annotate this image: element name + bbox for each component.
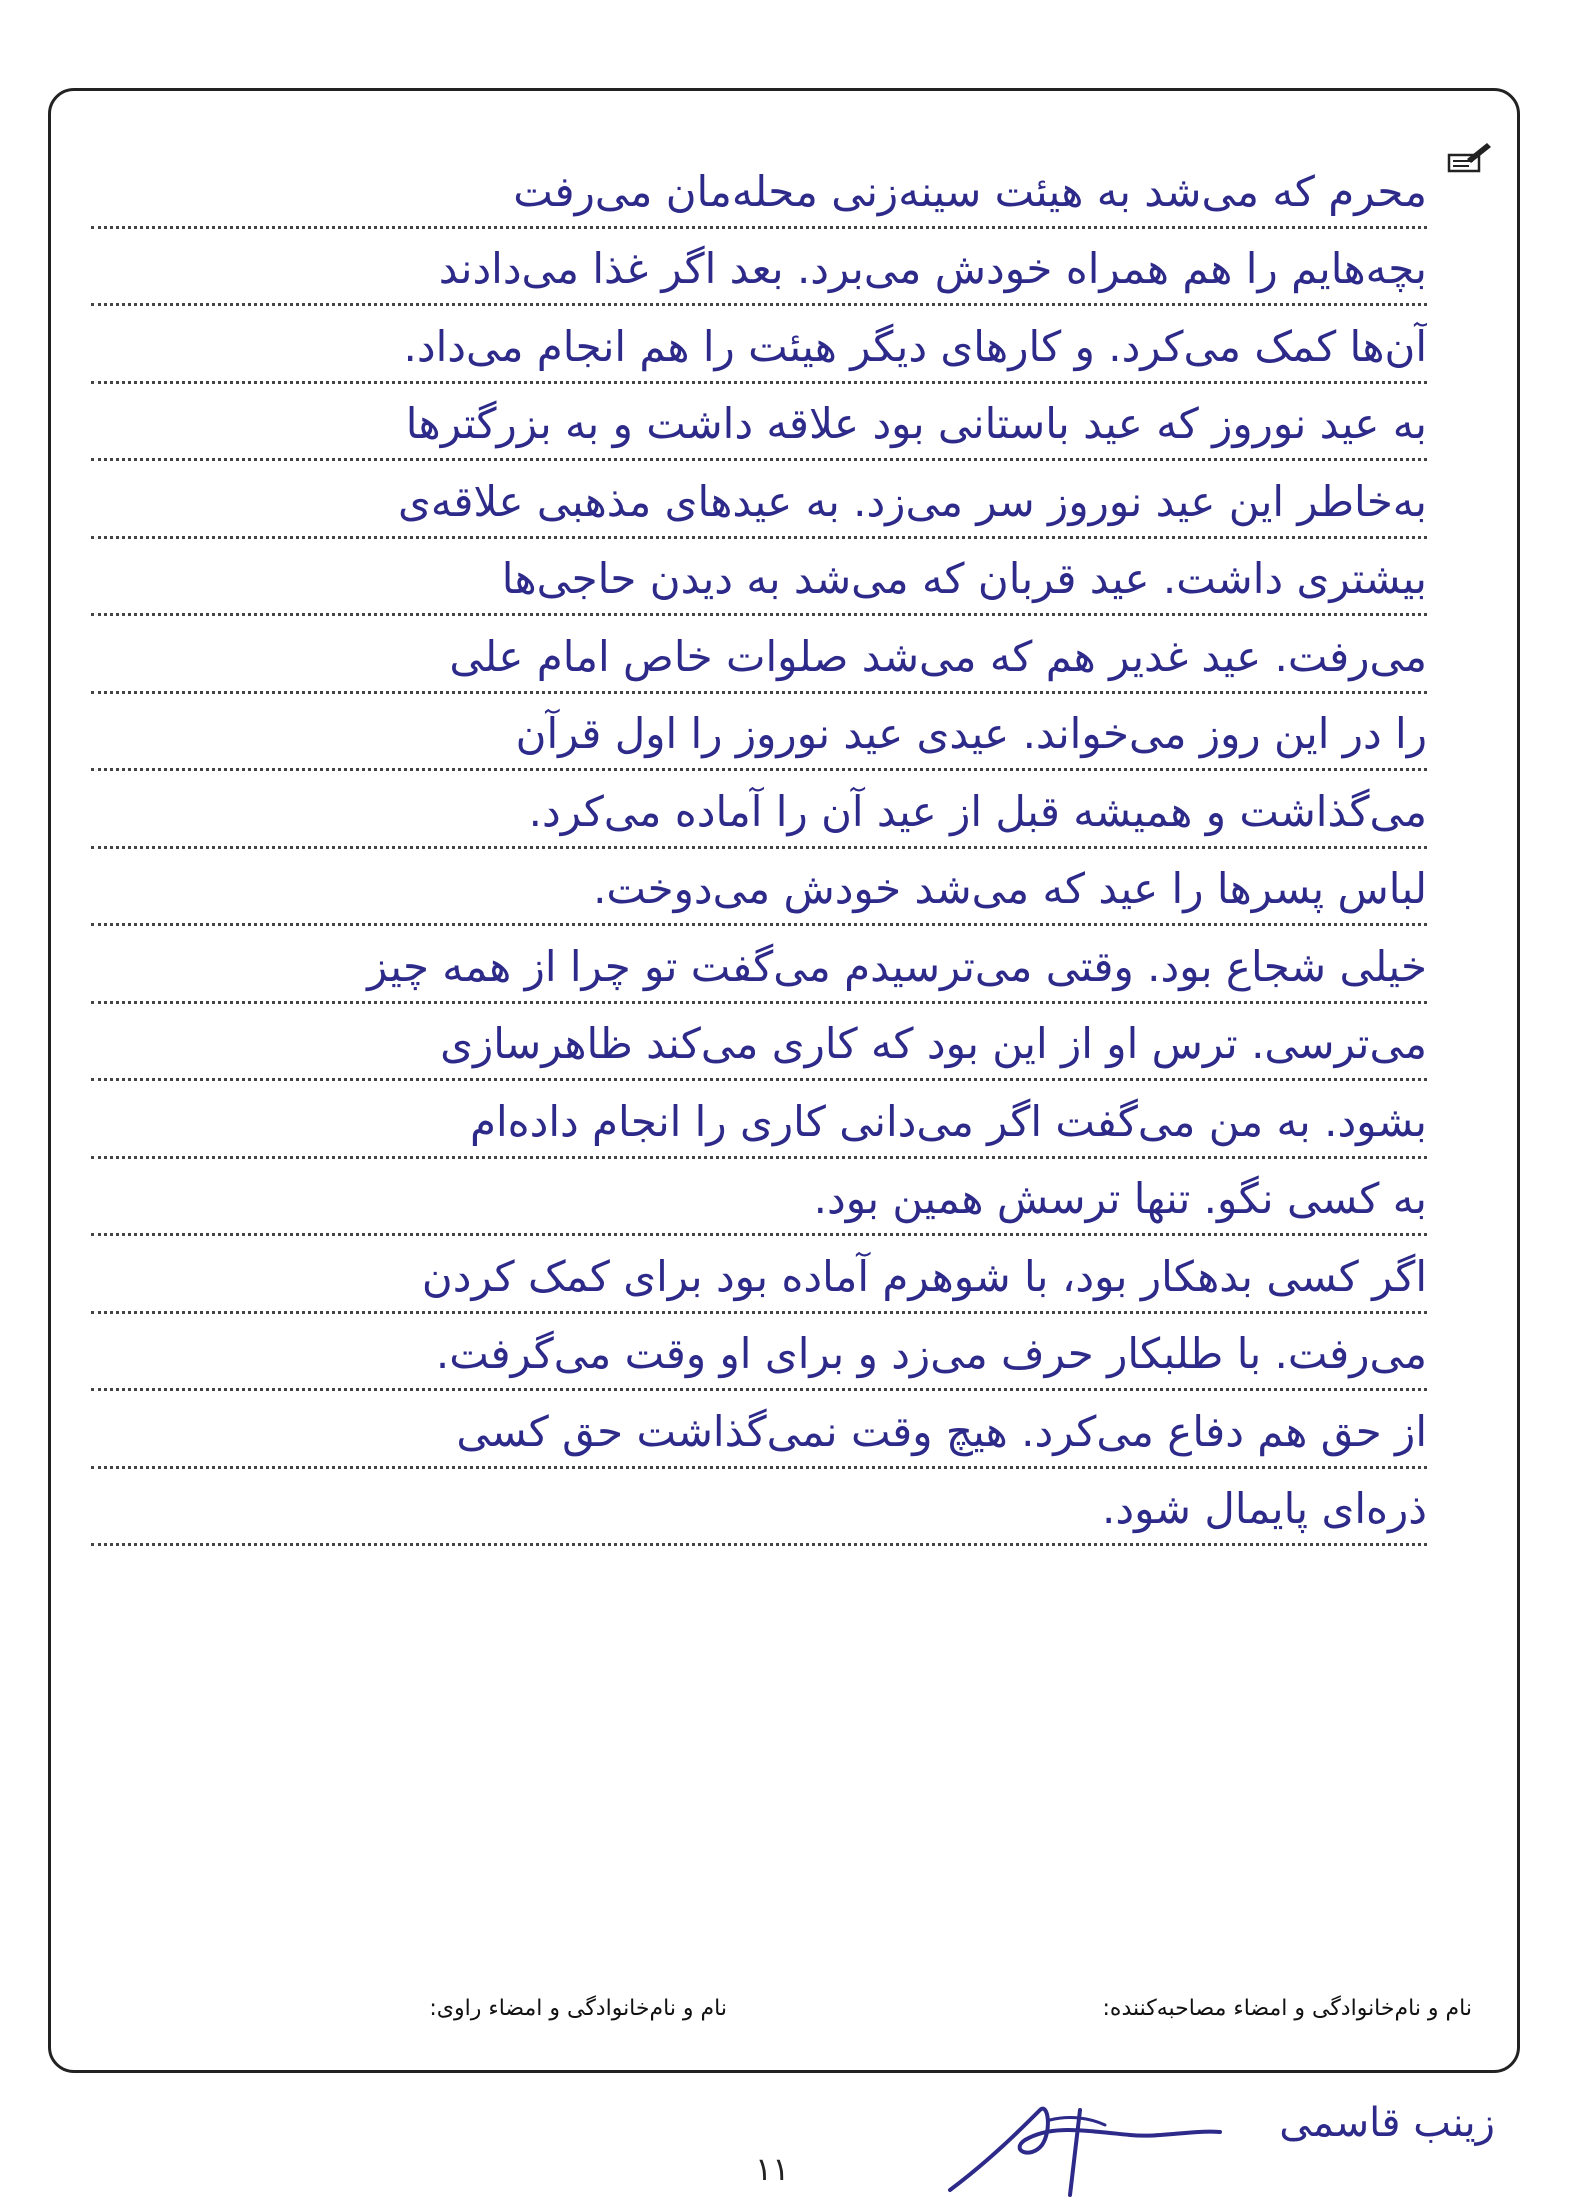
handwritten-name: زینب قاسمی	[1279, 2100, 1495, 2146]
ruled-line	[91, 849, 1427, 927]
ruled-line	[91, 1081, 1427, 1159]
ruled-line	[91, 539, 1427, 617]
signature-scribble	[930, 2090, 1230, 2200]
ruled-line	[91, 771, 1427, 849]
ruled-line	[91, 151, 1427, 229]
ruled-line	[91, 461, 1427, 539]
interviewer-signature-label: نام و نام‌خانوادگی و امضاء مصاحبه‌کننده:	[1102, 1996, 1472, 2021]
handwritten-line: محرم که می‌شد به هیئت سینه‌زنی محله‌مان می‌رفت	[513, 166, 1427, 216]
page-bottom	[0, 2080, 1575, 2205]
ruled-line	[91, 1391, 1427, 1469]
form-page	[48, 88, 1520, 2073]
handwritten-line: بیشتری داشت. عید قربان که می‌شد به دیدن حاجی‌ها	[501, 554, 1427, 603]
handwritten-line: لباس پسرها را عید که می‌شد خودش می‌دوخت.	[593, 864, 1427, 913]
handwritten-body	[91, 151, 1427, 1546]
handwritten-line: به‌خاطر این عید نوروز سر می‌زد. به عیدهای مذهبی علاقه‌ی	[397, 476, 1427, 526]
handwritten-line: می‌گذاشت و همیشه قبل از عید آن را آماده می‌کرد.	[528, 786, 1427, 836]
handwritten-line: از حق هم دفاع می‌کرد. هیچ وقت نمی‌گذاشت حق کسی	[456, 1406, 1427, 1456]
ruled-line	[91, 1469, 1427, 1547]
ruled-line	[91, 1159, 1427, 1237]
ruled-line	[91, 616, 1427, 694]
page-number: ۱۱	[755, 2150, 790, 2188]
ruled-line	[91, 926, 1427, 1004]
ruled-line	[91, 1236, 1427, 1314]
ruled-line	[91, 229, 1427, 307]
handwritten-line: اگر کسی بدهکار بود، با شوهرم آماده بود برای کمک کردن	[421, 1251, 1427, 1301]
handwritten-line: آن‌ها کمک می‌کرد. و کارهای دیگر هیئت را هم انجام می‌داد.	[403, 321, 1427, 371]
handwritten-line: بشود. به من می‌گفت اگر می‌دانی کاری را انجام داده‌ام	[469, 1096, 1427, 1146]
ruled-line	[91, 694, 1427, 772]
ruled-line	[91, 306, 1427, 384]
handwritten-line: می‌رفت. عید غدیر هم که می‌شد صلوات خاص امام علی	[449, 631, 1427, 681]
handwritten-line: بچه‌هایم را هم همراه خودش می‌برد. بعد اگر غذا می‌دادند	[438, 244, 1427, 293]
handwritten-line: به کسی نگو. تنها ترسش همین بود.	[813, 1174, 1427, 1223]
handwritten-line: را در این روز می‌خواند. عیدی عید نوروز را اول قرآن	[515, 709, 1427, 758]
ruled-line	[91, 1314, 1427, 1392]
pen-icon	[1447, 141, 1493, 175]
handwritten-line: خیلی شجاع بود. وقتی می‌ترسیدم می‌گفت تو چرا از همه چیز	[367, 941, 1427, 991]
handwritten-line: ذره‌ای پایمال شود.	[1102, 1484, 1427, 1533]
handwritten-line: به عید نوروز که عید باستانی بود علاقه داشت و به بزرگترها	[405, 399, 1427, 448]
handwritten-line: می‌ترسی. ترس او از این بود که کاری می‌کند ظاهرسازی	[440, 1019, 1427, 1068]
handwritten-line: می‌رفت. با طلبکار حرف می‌زد و برای او وقت می‌گرفت.	[435, 1329, 1427, 1378]
ruled-line	[91, 1004, 1427, 1082]
narrator-signature-label: نام و نام‌خانوادگی و امضاء راوی:	[429, 1996, 727, 2021]
ruled-line	[91, 384, 1427, 462]
